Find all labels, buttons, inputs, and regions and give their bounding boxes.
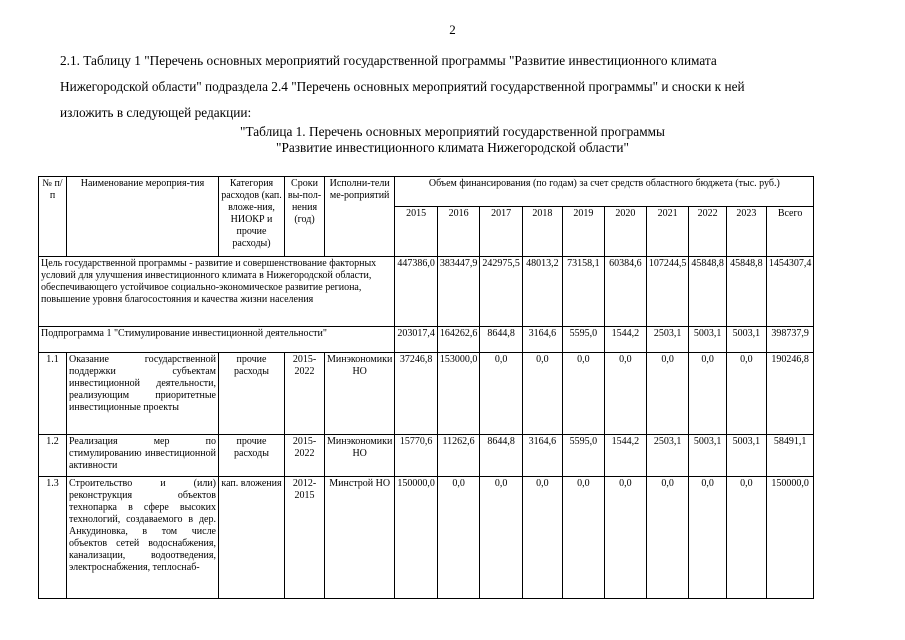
value-cell: 0,0: [562, 353, 604, 435]
header-total: Всего: [766, 207, 814, 257]
value-cell: 0,0: [437, 477, 480, 599]
value-cell: 0,0: [646, 353, 689, 435]
row-category: прочие расходы: [219, 435, 285, 477]
row-executors: Минэкономики НО: [325, 353, 395, 435]
value-cell: 58491,1: [766, 435, 814, 477]
table-caption: [0, 124, 905, 156]
value-cell: 5003,1: [726, 435, 766, 477]
row-num: 1.3: [39, 477, 67, 599]
header-num: № п/п: [39, 177, 67, 257]
value-cell: 190246,8: [766, 353, 814, 435]
value-cell: 45848,8: [689, 257, 727, 327]
table-row: [39, 477, 814, 599]
value-cell: 2503,1: [646, 435, 689, 477]
value-cell: 107244,5: [646, 257, 689, 327]
value-cell: 150000,0: [766, 477, 814, 599]
subprogram-row: [39, 327, 814, 353]
value-cell: 1544,2: [604, 435, 646, 477]
row-num: 1.2: [39, 435, 67, 477]
row-terms: 2012-2015: [285, 477, 325, 599]
header-executors: Исполни-тели ме-роприятий: [325, 177, 395, 257]
row-name: Строительство и (или) реконструкция объектов технопарка в сфере высоких технологий, создаваемого в дер. Анкудиновка, в том числе объектов сетей водоснабжения, канализации, водоотведения, электроснабжения, теплоснаб-: [67, 477, 219, 599]
row-terms: 2015-2022: [285, 435, 325, 477]
value-cell: 45848,8: [726, 257, 766, 327]
value-cell: 0,0: [562, 477, 604, 599]
table-row: [39, 353, 814, 435]
row-name: Оказание государственной поддержки субъектам инвестиционной деятельности, реализующим приоритетные инвестиционные проекты: [67, 353, 219, 435]
value-cell: 0,0: [480, 477, 523, 599]
header-year: 2015: [395, 207, 438, 257]
header-terms: Сроки вы-пол-нения (год): [285, 177, 325, 257]
subprogram-text: Подпрограмма 1 "Стимулирование инвестиционной деятельности": [39, 327, 395, 353]
header-year: 2016: [437, 207, 480, 257]
header-year: 2017: [480, 207, 523, 257]
header-year: 2022: [689, 207, 727, 257]
value-cell: 1454307,4: [766, 257, 814, 327]
header-year: 2020: [604, 207, 646, 257]
table-caption-line-2: "Развитие инвестиционного климата Нижегородской области": [276, 140, 629, 155]
goal-text: Цель государственной программы - развитие и совершенствование факторных условий для улучшения инвестиционного климата в Нижегородской области, обеспечивающего устойчивое социально-экономическое развитие региона, повышение уровня благосостояния и качества жизни населения: [39, 257, 395, 327]
value-cell: 0,0: [689, 353, 727, 435]
row-terms: 2015-2022: [285, 353, 325, 435]
intro-line-1: 2.1. Таблицу 1 "Перечень основных мероприятий государственной программы "Развитие инвестиционного климата: [60, 53, 717, 68]
value-cell: 37246,8: [395, 353, 438, 435]
intro-line-3: изложить в следующей редакции:: [60, 105, 252, 120]
header-year: 2018: [522, 207, 562, 257]
value-cell: 0,0: [726, 477, 766, 599]
value-cell: 8644,8: [480, 435, 523, 477]
value-cell: 0,0: [480, 353, 523, 435]
value-cell: 5595,0: [562, 327, 604, 353]
header-category: Категория расходов (кап. вложе-ния, НИОКР и прочие расходы): [219, 177, 285, 257]
table-row: [39, 435, 814, 477]
table-caption-line-1: "Таблица 1. Перечень основных мероприятий государственной программы: [240, 124, 665, 139]
value-cell: 5595,0: [562, 435, 604, 477]
header-name: Наименование мероприя-тия: [67, 177, 219, 257]
row-category: прочие расходы: [219, 353, 285, 435]
value-cell: 11262,6: [437, 435, 480, 477]
value-cell: 60384,6: [604, 257, 646, 327]
value-cell: 203017,4: [395, 327, 438, 353]
value-cell: 0,0: [522, 477, 562, 599]
value-cell: 5003,1: [689, 435, 727, 477]
value-cell: 0,0: [689, 477, 727, 599]
value-cell: 164262,6: [437, 327, 480, 353]
value-cell: 398737,9: [766, 327, 814, 353]
value-cell: 48013,2: [522, 257, 562, 327]
row-num: 1.1: [39, 353, 67, 435]
value-cell: 73158,1: [562, 257, 604, 327]
value-cell: 0,0: [604, 353, 646, 435]
value-cell: 0,0: [522, 353, 562, 435]
goal-row: [39, 257, 814, 327]
value-cell: 150000,0: [395, 477, 438, 599]
header-year: 2023: [726, 207, 766, 257]
value-cell: 0,0: [646, 477, 689, 599]
value-cell: 3164,6: [522, 435, 562, 477]
row-executors: Минэкономики НО: [325, 435, 395, 477]
value-cell: 447386,0: [395, 257, 438, 327]
row-name: Реализация мер по стимулированию инвестиционной активности: [67, 435, 219, 477]
header-year: 2021: [646, 207, 689, 257]
value-cell: 5003,1: [689, 327, 727, 353]
intro-line-2: Нижегородской области" подраздела 2.4 "Перечень основных мероприятий государственной программы" и сноски к ней: [60, 79, 745, 94]
value-cell: 2503,1: [646, 327, 689, 353]
value-cell: 383447,9: [437, 257, 480, 327]
header-year: 2019: [562, 207, 604, 257]
value-cell: 5003,1: [726, 327, 766, 353]
value-cell: 8644,8: [480, 327, 523, 353]
value-cell: 0,0: [604, 477, 646, 599]
value-cell: 0,0: [726, 353, 766, 435]
row-category: кап. вложения: [219, 477, 285, 599]
value-cell: 242975,5: [480, 257, 523, 327]
value-cell: 153000,0: [437, 353, 480, 435]
value-cell: 1544,2: [604, 327, 646, 353]
header-funding: Объем финансирования (по годам) за счет средств областного бюджета (тыс. руб.): [395, 177, 814, 207]
value-cell: 3164,6: [522, 327, 562, 353]
page-number: 2: [449, 22, 456, 37]
measures-table: [38, 176, 814, 599]
value-cell: 15770,6: [395, 435, 438, 477]
row-executors: Минстрой НО: [325, 477, 395, 599]
